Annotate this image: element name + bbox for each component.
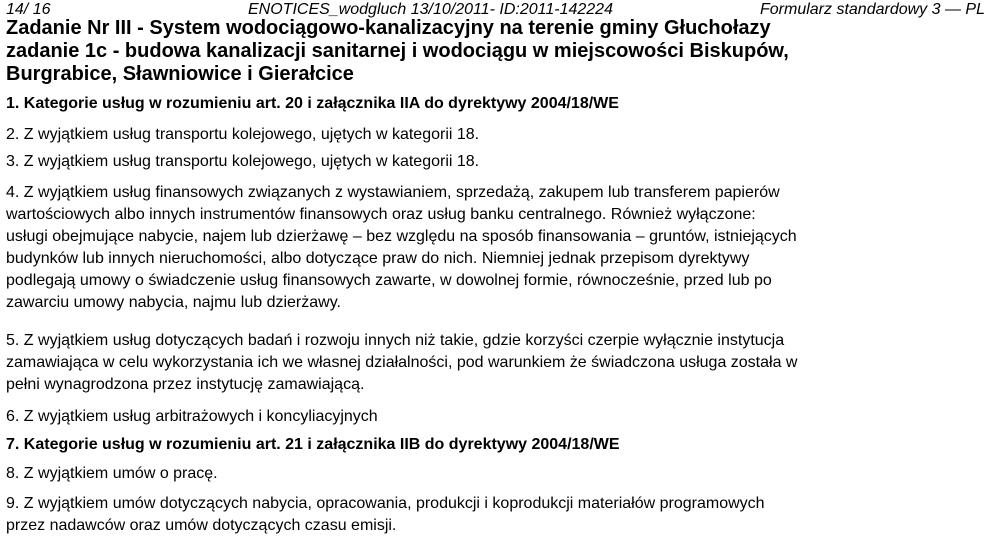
- list-item-5-line-1: 5. Z wyjątkiem usług dotyczących badań i rozwoju innych niż takie, gdzie korzyści czerpie wyłącznie instytucja: [6, 332, 785, 349]
- form-type: Formularz standardowy 3 — PL: [760, 1, 985, 18]
- title-line-2: zadanie 1c - budowa kanalizacji sanitarnej i wodociągu w miejscowości Biskupów,: [6, 40, 789, 62]
- list-item-5: [6, 330, 797, 396]
- list-item-4-line-6: zawarciu umowy nabycia, najmu lub dzierżawy.: [6, 294, 341, 311]
- title-line-1: Zadanie Nr III - System wodociągowo-kanalizacyjny na terenie gminy Głuchołazy: [6, 17, 771, 39]
- document-id: ENOTICES_wodgluch 13/10/2011- ID:2011-142224: [248, 1, 613, 18]
- page-number: 14/ 16: [6, 1, 51, 18]
- section-heading-7: 7. Kategorie usług w rozumieniu art. 21 i załącznika IIB do dyrektywy 2004/18/WE: [6, 436, 620, 453]
- section-heading-1: 1. Kategorie usług w rozumieniu art. 20 i załącznika IIA do dyrektywy 2004/18/WE: [6, 95, 619, 112]
- document-title: [6, 17, 956, 86]
- list-item-4: [6, 182, 797, 314]
- list-item-4-line-2: wartościowych albo innych instrumentów finansowych oraz usług banku centralnego. Również wyłączone:: [6, 206, 756, 223]
- list-item-4-line-1: 4. Z wyjątkiem usług finansowych związanych z wystawianiem, sprzedażą, zakupem lub transferem papierów: [6, 184, 780, 201]
- list-item-8: 8. Z wyjątkiem umów o pracę.: [6, 465, 218, 482]
- list-item-9-line-2: przez nadawców oraz umów dotyczących czasu emisji.: [6, 517, 397, 534]
- list-item-6: 6. Z wyjątkiem usług arbitrażowych i koncyliacyjnych: [6, 408, 378, 425]
- list-item-5-line-2: zamawiająca w celu wykorzystania ich we własnej działalności, pod warunkiem że świadczona usługa została w: [6, 354, 798, 371]
- list-item-2: 2. Z wyjątkiem usług transportu kolejowego, ujętych w kategorii 18.: [6, 126, 480, 143]
- list-item-3: 3. Z wyjątkiem usług transportu kolejowego, ujętych w kategorii 18.: [6, 153, 480, 170]
- list-item-5-line-3: pełni wynagrodzona przez instytucję zamawiającą.: [6, 376, 365, 393]
- list-item-9: [6, 493, 765, 537]
- title-line-3: Burgrabice, Sławniowice i Gierałcice: [6, 63, 354, 85]
- list-item-4-line-5: podlegają umowy o świadczenie usług finansowych zawarte, w dowolnej formie, równocześnie, przed lub po: [6, 272, 772, 289]
- list-item-4-line-3: usługi obejmujące nabycie, najem lub dzierżawę – bez względu na sposób finansowania – gruntów, istniejących: [6, 228, 797, 245]
- list-item-4-line-4: budynków lub innych nieruchomości, albo dotyczące praw do nich. Niemniej jednak przepisom dyrektywy: [6, 250, 750, 267]
- list-item-9-line-1: 9. Z wyjątkiem umów dotyczących nabycia, opracowania, produkcji i koprodukcji materiałów programowych: [6, 495, 765, 512]
